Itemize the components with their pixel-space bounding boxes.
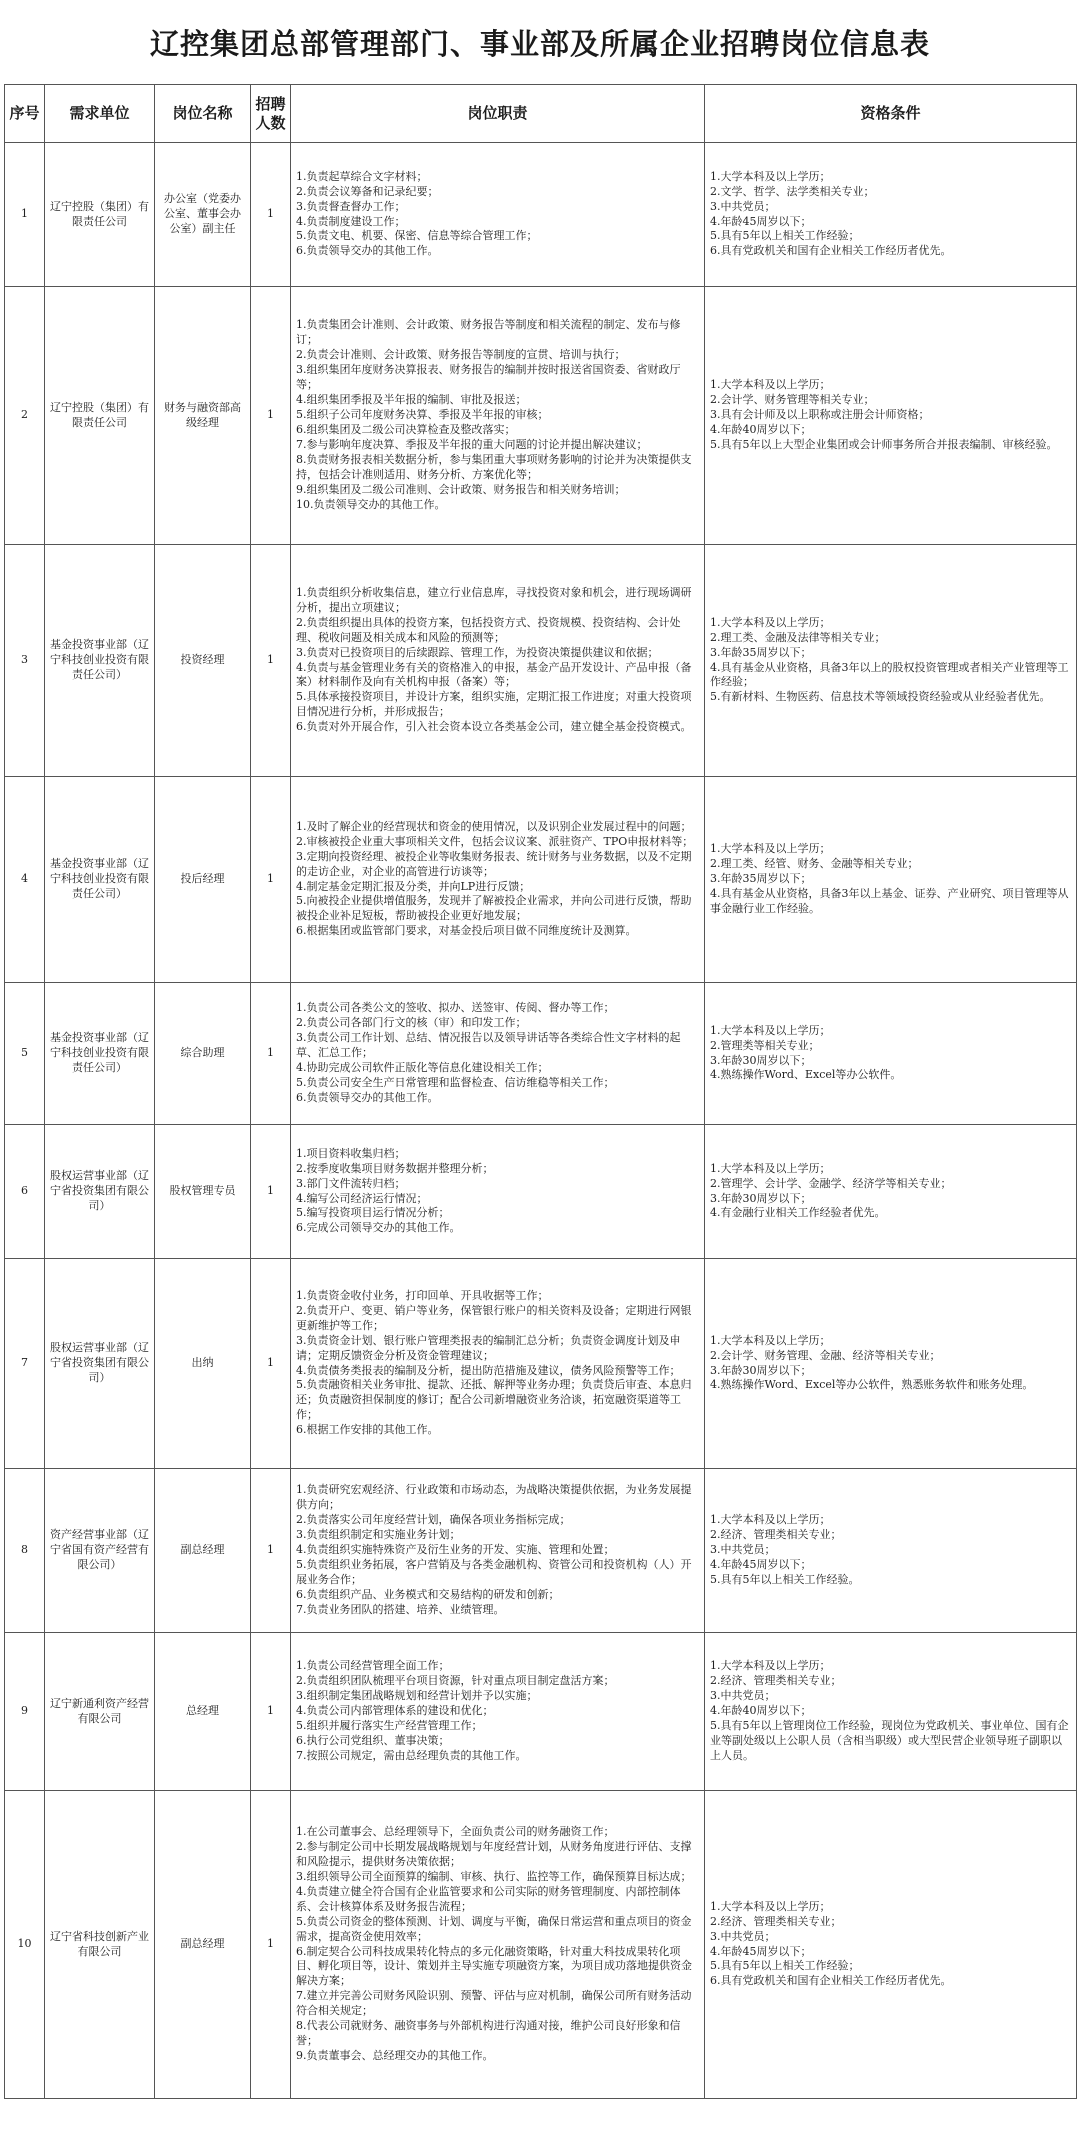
row-position: 股权管理专员 — [155, 1125, 251, 1259]
duty-item: 1.负责起草综合文字材料； — [296, 169, 428, 183]
qualification-item: 4.年龄40周岁以下； — [710, 1704, 812, 1718]
duty-item: 4.协助完成公司软件正版化等信息化建设相关工作； — [296, 1060, 549, 1074]
duty-item: 1.负责公司各类公文的签收、拟办、送签审、传阅、督办等工作； — [296, 1001, 615, 1015]
duty-item: 6.组织集团及二级公司决算检查及整改落实； — [296, 422, 516, 436]
qualification-item: 2.管理学、会计学、金融学、经济学等相关专业； — [710, 1176, 952, 1190]
row-position: 副总经理 — [155, 1469, 251, 1633]
row-count: 1 — [251, 143, 291, 287]
row-duties — [291, 1791, 705, 2099]
row-qualifications — [705, 1125, 1077, 1259]
table-row — [5, 983, 1077, 1125]
qualification-item: 2.经济、管理类相关专业； — [710, 1674, 842, 1688]
duty-item: 6.执行公司党组织、董事决策； — [296, 1733, 450, 1747]
duty-item: 4.制定基金定期汇报及分类，并向LP进行反馈； — [296, 879, 531, 893]
duty-item: 4.负责组织实施特殊资产及衍生业务的开发、实施、管理和处置； — [296, 1543, 615, 1557]
row-qualifications — [705, 545, 1077, 777]
duty-item: 6.制定契合公司科技成果转化特点的多元化融资策略，针对重大科技成果转化项目、孵化项目等，设计、策划并主导实施专项融资方案，为项目成功落地提供资金解决方案； — [296, 1944, 692, 1988]
qualification-item: 4.具有基金从业资格，具备3年以上基金、证券、产业研究、项目管理等从事金融行业工作经验。 — [710, 886, 1069, 915]
duty-item: 1.负责研究宏观经济、行业政策和市场动态，为战略决策提供依据，为业务发展提供方向； — [296, 1483, 692, 1512]
table-row — [5, 1259, 1077, 1469]
qualification-item: 3.中共党员； — [710, 1543, 776, 1557]
duty-item: 10.负责领导交办的其他工作。 — [296, 497, 446, 511]
qualification-item: 4.年龄45周岁以下； — [710, 1944, 812, 1958]
row-duties — [291, 287, 705, 545]
header-no: 序号 — [5, 85, 45, 143]
duty-item: 7.负责业务团队的搭建、培养、业绩管理。 — [296, 1602, 505, 1616]
duty-item: 1.负责资金收付业务，打印回单、开具收据等工作； — [296, 1288, 549, 1302]
qualification-item: 2.文学、哲学、法学类相关专业； — [710, 184, 875, 198]
row-position: 投后经理 — [155, 777, 251, 983]
row-qualifications — [705, 143, 1077, 287]
duty-item: 2.按季度收集项目财务数据并整理分析； — [296, 1161, 494, 1175]
row-qualifications — [705, 1791, 1077, 2099]
duty-item: 3.负责公司工作计划、总结、情况报告以及领导讲话等各类综合性文字材料的起草、汇总工作； — [296, 1031, 681, 1060]
row-count: 1 — [251, 1633, 291, 1791]
duty-item: 6.负责组织产品、业务模式和交易结构的研发和创新； — [296, 1587, 560, 1601]
row-unit: 股权运营事业部（辽宁省投资集团有限公司） — [45, 1259, 155, 1469]
table-row — [5, 143, 1077, 287]
header-qualifications: 资格条件 — [705, 85, 1077, 143]
row-number: 10 — [5, 1791, 45, 2099]
row-count: 1 — [251, 777, 291, 983]
duty-item: 2.负责会计准则、会计政策、财务报告等制度的宣贯、培训与执行； — [296, 348, 626, 362]
duty-item: 8.负责财务报表相关数据分析，参与集团重大事项财务影响的讨论并为决策提供支持，包括会计准则适用、财务分析、方案优化等； — [296, 452, 692, 481]
recruitment-table — [4, 84, 1077, 2099]
duty-item: 6.完成公司领导交办的其他工作。 — [296, 1221, 461, 1235]
duty-item: 7.按照公司规定，需由总经理负责的其他工作。 — [296, 1748, 527, 1762]
row-count: 1 — [251, 1469, 291, 1633]
qualification-item: 5.具有5年以上相关工作经验； — [710, 229, 860, 243]
row-duties — [291, 983, 705, 1125]
duty-item: 8.代表公司就财务、融资事务与外部机构进行沟通对接，维护公司良好形象和信誉； — [296, 2019, 681, 2048]
row-duties — [291, 1633, 705, 1791]
duty-item: 3.定期向投资经理、被投企业等收集财务报表、统计财务与业务数据，以及不定期的走访企业，对企业的高管进行访谈等； — [296, 849, 692, 878]
row-duties — [291, 1469, 705, 1633]
row-number: 8 — [5, 1469, 45, 1633]
row-qualifications — [705, 1469, 1077, 1633]
row-number: 6 — [5, 1125, 45, 1259]
row-qualifications — [705, 287, 1077, 545]
header-duties: 岗位职责 — [291, 85, 705, 143]
duty-item: 9.负责董事会、总经理交办的其他工作。 — [296, 2049, 494, 2063]
qualification-item: 1.大学本科及以上学历； — [710, 1161, 831, 1175]
qualification-item: 3.年龄30周岁以下； — [710, 1363, 812, 1377]
duty-item: 3.组织制定集团战略规划和经营计划并予以实施； — [296, 1689, 538, 1703]
row-count: 1 — [251, 1259, 291, 1469]
row-duties — [291, 1259, 705, 1469]
row-duties — [291, 1125, 705, 1259]
qualification-item: 3.年龄30周岁以下； — [710, 1191, 812, 1205]
table-row — [5, 545, 1077, 777]
row-unit: 基金投资事业部（辽宁科技创业投资有限责任公司） — [45, 545, 155, 777]
duty-item: 1.及时了解企业的经营现状和资金的使用情况，以及识别企业发展过程中的问题； — [296, 819, 692, 833]
duty-item: 6.负责对外开展合作，引入社会资本设立各类基金公司，建立健全基金投资模式。 — [296, 720, 692, 734]
row-number: 1 — [5, 143, 45, 287]
duty-item: 5.具体承接投资项目，并设计方案，组织实施，定期汇报工作进度；对重大投资项目情况进行分析，并形成报告； — [296, 690, 692, 719]
row-unit: 股权运营事业部（辽宁省投资集团有限公司） — [45, 1125, 155, 1259]
qualification-item: 2.会计学、财务管理等相关专业； — [710, 393, 875, 407]
page-title: 辽控集团总部管理部门、事业部及所属企业招聘岗位信息表 — [149, 26, 930, 61]
row-unit: 基金投资事业部（辽宁科技创业投资有限责任公司） — [45, 983, 155, 1125]
duty-item: 3.部门文件流转归档； — [296, 1176, 406, 1190]
duty-item: 2.负责组织团队梳理平台项目资源，针对重点项目制定盘活方案； — [296, 1674, 615, 1688]
row-number: 7 — [5, 1259, 45, 1469]
table-row — [5, 1125, 1077, 1259]
qualification-item: 4.年龄40周岁以下； — [710, 422, 812, 436]
duty-item: 6.根据工作安排的其他工作。 — [296, 1423, 439, 1437]
qualification-item: 2.管理类等相关专业； — [710, 1038, 820, 1052]
duty-item: 1.负责集团会计准则、会计政策、财务报告等制度和相关流程的制定、发布与修订； — [296, 318, 681, 347]
duty-item: 5.组织并履行落实生产经营管理工作； — [296, 1718, 483, 1732]
duty-item: 3.负责对已投资项目的后续跟踪、管理工作，为投资决策提供建议和依据； — [296, 645, 659, 659]
duty-item: 2.负责组织提出具体的投资方案，包括投资方式、投资规模、投资结构、会计处理、税收问题及相关成本和风险的预测等； — [296, 615, 681, 644]
duty-item: 1.项目资料收集归档； — [296, 1146, 406, 1160]
qualification-item: 3.年龄30周岁以下； — [710, 1053, 812, 1067]
row-count: 1 — [251, 1791, 291, 2099]
duty-item: 3.负责督查督办工作； — [296, 199, 406, 213]
row-count: 1 — [251, 1125, 291, 1259]
duty-item: 5.负责文电、机要、保密、信息等综合管理工作； — [296, 229, 538, 243]
qualification-item: 1.大学本科及以上学历； — [710, 378, 831, 392]
header-position: 岗位名称 — [155, 85, 251, 143]
duty-item: 1.负责公司经营管理全面工作； — [296, 1659, 450, 1673]
duty-item: 4.组织集团季报及半年报的编制、审批及报送； — [296, 393, 527, 407]
row-duties — [291, 777, 705, 983]
row-position: 财务与融资部高级经理 — [155, 287, 251, 545]
row-position: 综合助理 — [155, 983, 251, 1125]
row-unit: 辽宁新通利资产经营有限公司 — [45, 1633, 155, 1791]
table-row — [5, 1633, 1077, 1791]
qualification-item: 1.大学本科及以上学历； — [710, 1899, 831, 1913]
table-body — [5, 143, 1077, 2099]
row-qualifications — [705, 1259, 1077, 1469]
duty-item: 6.根据集团或监管部门要求，对基金投后项目做不同维度统计及测算。 — [296, 924, 637, 938]
duty-item: 1.在公司董事会、总经理领导下，全面负责公司的财务融资工作； — [296, 1824, 615, 1838]
header-count: 招聘人数 — [251, 85, 291, 143]
duty-item: 2.参与制定公司中长期发展战略规划与年度经营计划，从财务角度进行评估、支撑和风险提示，提供财务决策依据； — [296, 1839, 692, 1868]
row-unit: 辽宁省科技创新产业有限公司 — [45, 1791, 155, 2099]
qualification-item: 1.大学本科及以上学历； — [710, 1513, 831, 1527]
row-number: 3 — [5, 545, 45, 777]
qualification-item: 1.大学本科及以上学历； — [710, 1023, 831, 1037]
duty-item: 4.负责债务类报表的编制及分析，提出防范措施及建议，债务风险预警等工作； — [296, 1363, 681, 1377]
qualification-item: 3.具有会计师及以上职称或注册会计师资格； — [710, 408, 930, 422]
qualification-item: 2.理工类、金融及法律等相关专业； — [710, 630, 886, 644]
row-duties — [291, 545, 705, 777]
row-position: 副总经理 — [155, 1791, 251, 2099]
qualification-item: 4.熟练操作Word、Excel等办公软件。 — [710, 1068, 902, 1082]
row-duties — [291, 143, 705, 287]
row-number: 9 — [5, 1633, 45, 1791]
row-position: 出纳 — [155, 1259, 251, 1469]
row-position: 总经理 — [155, 1633, 251, 1791]
duty-item: 5.负责公司资金的整体预测、计划、调度与平衡，确保日常运营和重点项目的资金需求，提高资金使用效率； — [296, 1914, 692, 1943]
qualification-item: 1.大学本科及以上学历； — [710, 1659, 831, 1673]
qualification-item: 6.具有党政机关和国有企业相关工作经历者优先。 — [710, 1974, 952, 1988]
duty-item: 3.组织集团年度财务决算报表、财务报告的编制并按时报送省国资委、省财政厅等； — [296, 363, 681, 392]
duty-item: 1.负责组织分析收集信息，建立行业信息库，寻找投资对象和机会，进行现场调研分析，提出立项建议； — [296, 585, 692, 614]
duty-item: 5.负责组织业务拓展，客户营销及与各类金融机构、资管公司和投资机构（人）开展业务合作； — [296, 1557, 692, 1586]
row-number: 2 — [5, 287, 45, 545]
qualification-item: 3.中共党员； — [710, 1929, 776, 1943]
qualification-item: 5.具有5年以上相关工作经验； — [710, 1959, 860, 1973]
duty-item: 5.负责融资相关业务审批、提款、还抵、解押等业务办理；负责贷后审查、本息归还；负责融资担保制度的修订；配合公司新增融资业务洽谈，拓宽融资渠道等工作； — [296, 1378, 692, 1422]
duty-item: 6.负责领导交办的其他工作。 — [296, 1090, 439, 1104]
qualification-item: 4.熟练操作Word、Excel等办公软件，熟悉账务软件和账务处理。 — [710, 1378, 1034, 1392]
row-qualifications — [705, 983, 1077, 1125]
qualification-item: 3.中共党员； — [710, 1689, 776, 1703]
duty-item: 2.负责落实公司年度经营计划，确保各项业务指标完成； — [296, 1513, 571, 1527]
row-count: 1 — [251, 287, 291, 545]
duty-item: 5.组织子公司年度财务决算、季报及半年报的审核； — [296, 408, 549, 422]
duty-item: 7.建立并完善公司财务风险识别、预警、评估与应对机制，确保公司所有财务活动符合相关规定； — [296, 1989, 692, 2018]
duty-item: 5.编写投资项目运行情况分析； — [296, 1206, 450, 1220]
row-qualifications — [705, 1633, 1077, 1791]
duty-item: 3.组织领导公司全面预算的编制、审核、执行、监控等工作，确保预算目标达成； — [296, 1869, 692, 1883]
row-position: 办公室（党委办公室、董事会办公室）副主任 — [155, 143, 251, 287]
row-number: 5 — [5, 983, 45, 1125]
duty-item: 3.负责资金计划、银行账户管理类报表的编制汇总分析；负责资金调度计划及申请；定期反馈资金分析及资金管理建议； — [296, 1333, 681, 1362]
duty-item: 5.负责公司安全生产日常管理和监督检查、信访维稳等相关工作； — [296, 1075, 615, 1089]
qualification-item: 5.具有5年以上管理岗位工作经验，现岗位为党政机关、事业单位、国有企业等副处级以上公职人员（含相当职级）或大型民营企业领导班子副职以上人员。 — [710, 1718, 1069, 1762]
row-unit: 基金投资事业部（辽宁科技创业投资有限责任公司） — [45, 777, 155, 983]
qualification-item: 5.具有5年以上大型企业集团或会计师事务所合并报表编制、审核经验。 — [710, 437, 1058, 451]
duty-item: 5.向被投企业提供增值服务，发现并了解被投企业需求，并向公司进行反馈，帮助被投企业补足短板，帮助被投企业更好地发展； — [296, 894, 692, 923]
table-row — [5, 287, 1077, 545]
table-row — [5, 1469, 1077, 1633]
duty-item: 4.负责制度建设工作； — [296, 214, 406, 228]
header-unit: 需求单位 — [45, 85, 155, 143]
qualification-item: 2.理工类、经管、财务、金融等相关专业； — [710, 857, 919, 871]
row-unit: 辽宁控股（集团）有限责任公司 — [45, 287, 155, 545]
qualification-item: 1.大学本科及以上学历； — [710, 615, 831, 629]
qualification-item: 6.具有党政机关和国有企业相关工作经历者优先。 — [710, 244, 952, 258]
table-header-row — [5, 85, 1077, 143]
qualification-item: 2.经济、管理类相关专业； — [710, 1528, 842, 1542]
qualification-item: 5.具有5年以上相关工作经验。 — [710, 1572, 860, 1586]
duty-item: 4.负责与基金管理业务有关的资格准入的申报，基金产品开发设计、产品申报（备案）材料制作及向有关机构申报（备案）等； — [296, 660, 692, 689]
duty-item: 7.参与影响年度决算、季报及半年报的重大问题的讨论并提出解决建议； — [296, 437, 648, 451]
row-number: 4 — [5, 777, 45, 983]
table-row — [5, 777, 1077, 983]
duty-item: 4.负责建立健全符合国有企业监管要求和公司实际的财务管理制度、内部控制体系、会计核算体系及财务报告流程； — [296, 1884, 681, 1913]
qualification-item: 3.年龄35周岁以下； — [710, 872, 812, 886]
qualification-item: 1.大学本科及以上学历； — [710, 169, 831, 183]
duty-item: 6.负责领导交办的其他工作。 — [296, 244, 439, 258]
duty-item: 2.负责开户、变更、销户等业务，保管银行账户的相关资料及设备；定期进行网银更新维护等工作； — [296, 1303, 692, 1332]
duty-item: 3.负责组织制定和实施业务计划； — [296, 1528, 461, 1542]
duty-item: 2.负责会议筹备和记录纪要； — [296, 184, 439, 198]
table-row — [5, 1791, 1077, 2099]
row-count: 1 — [251, 545, 291, 777]
qualification-item: 4.年龄45周岁以下； — [710, 1557, 812, 1571]
row-unit: 资产经营事业部（辽宁省国有资产经营有限公司） — [45, 1469, 155, 1633]
row-qualifications — [705, 777, 1077, 983]
row-count: 1 — [251, 983, 291, 1125]
qualification-item: 4.有金融行业相关工作经验者优先。 — [710, 1206, 886, 1220]
qualification-item: 1.大学本科及以上学历； — [710, 1333, 831, 1347]
qualification-item: 1.大学本科及以上学历； — [710, 842, 831, 856]
qualification-item: 2.经济、管理类相关专业； — [710, 1914, 842, 1928]
duty-item: 4.负责公司内部管理体系的建设和优化； — [296, 1704, 494, 1718]
duty-item: 2.负责公司各部门行文的核（审）和印发工作； — [296, 1016, 527, 1030]
qualification-item: 3.年龄35周岁以下； — [710, 645, 812, 659]
duty-item: 4.编写公司经济运行情况； — [296, 1191, 428, 1205]
duty-item: 2.审核被投企业重大事项相关文件，包括会议议案、派驻资产、TPO申报材料等； — [296, 834, 694, 848]
qualification-item: 3.中共党员； — [710, 199, 776, 213]
qualification-item: 4.具有基金从业资格，具备3年以上的股权投资管理或者相关产业管理等工作经验； — [710, 660, 1069, 689]
row-unit: 辽宁控股（集团）有限责任公司 — [45, 143, 155, 287]
qualification-item: 5.有新材料、生物医药、信息技术等领域投资经验或从业经验者优先。 — [710, 690, 1051, 704]
qualification-item: 2.会计学、财务管理、金融、经济等相关专业； — [710, 1348, 941, 1362]
duty-item: 9.组织集团及二级公司准则、会计政策、财务报告和相关财务培训； — [296, 482, 626, 496]
row-position: 投资经理 — [155, 545, 251, 777]
qualification-item: 4.年龄45周岁以下； — [710, 214, 812, 228]
